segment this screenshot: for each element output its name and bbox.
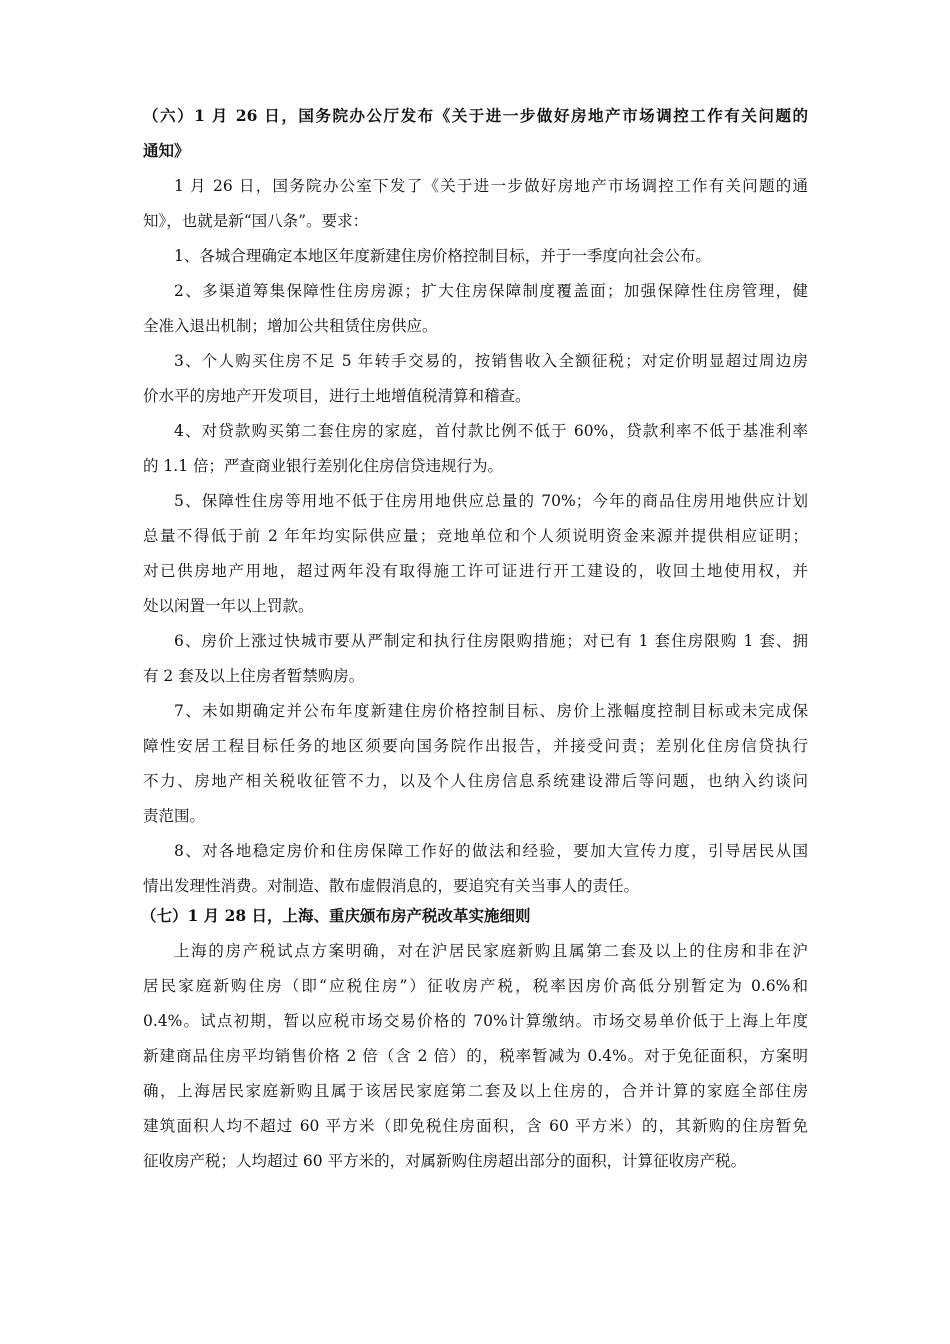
item-5-line-3: 对已供房地产用地，超过两年没有取得施工许可证进行开工建设的，收回土地使用权，并 — [143, 562, 808, 580]
item-8-line-1: 8、对各地稳定房价和住房保障工作好的做法和经验，要加大宣传力度，引导居民从国 — [174, 842, 808, 860]
item-2-line-2: 全准入退出机制；增加公共租赁住房供应。 — [143, 317, 438, 335]
item-1-line-1: 1、各城合理确定本地区年度新建住房价格控制目标，并于一季度向社会公布。 — [174, 247, 711, 265]
item-4-line-1: 4、对贷款购买第二套住房的家庭，首付款比例不低于 60%，贷款利率不低于基准利率 — [174, 422, 808, 440]
item-5-line-4: 处以闲置一年以上罚款。 — [143, 597, 314, 615]
section6-intro-line2: 知》，也就是新“国八条”。要求： — [143, 212, 369, 230]
section6-heading-line2: 通知》 — [143, 141, 190, 160]
section7-para-line-2: 居民家庭新购住房（即“应税住房”）征收房产税，税率因房价高低分别暂定为 0.6%和 — [143, 977, 808, 995]
section6-intro-line1: 1 月 26 日，国务院办公室下发了《关于进一步做好房地产市场调控工作有关问题的通 — [174, 177, 808, 195]
item-6-line-2: 有 2 套及以上住房者暂禁购房。 — [143, 667, 365, 685]
item-6-line-1: 6、房价上涨过快城市要从严制定和执行住房限购措施；对已有 1 套住房限购 1 套、拥 — [174, 632, 808, 650]
section6-heading-line1: （六）1 月 26 日，国务院办公厅发布《关于进一步做好房地产市场调控工作有关问题的 — [143, 106, 808, 125]
item-2-line-1: 2、多渠道筹集保障性住房房源；扩大住房保障制度覆盖面；加强保障性住房管理，健 — [174, 282, 808, 300]
section7-heading: （七）1 月 28 日，上海、重庆颁布房产税改革实施细则 — [141, 906, 531, 925]
item-5-line-1: 5、保障性住房等用地不低于住房用地供应总量的 70%；今年的商品住房用地供应计划 — [174, 492, 808, 510]
item-3-line-1: 3、个人购买住房不足 5 年转手交易的，按销售收入全额征税；对定价明显超过周边房 — [174, 352, 808, 370]
item-7-line-4: 责范围。 — [143, 807, 206, 825]
item-8-line-2: 情出发理性消费。对制造、散布虚假消息的，要追究有关当事人的责任。 — [143, 877, 640, 895]
section7-para-line-1: 上海的房产税试点方案明确，对在沪居民家庭新购且属第二套及以上的住房和非在沪 — [174, 942, 808, 960]
section7-para-line-6: 建筑面积人均不超过 60 平方米（即免税住房面积，含 60 平方米）的，其新购的住房暂免 — [143, 1117, 808, 1135]
section7-para-line-4: 新建商品住房平均销售价格 2 倍（含 2 倍）的，税率暂减为 0.4%。对于免征面积，方案明 — [143, 1047, 808, 1065]
item-5-line-2: 总量不得低于前 2 年年均实际供应量；竞地单位和个人须说明资金来源并提供相应证明； — [143, 527, 808, 545]
item-7-line-1: 7、未如期确定并公布年度新建住房价格控制目标、房价上涨幅度控制目标或未完成保 — [174, 702, 808, 720]
section7-para-line-5: 确，上海居民家庭新购且属于该居民家庭第二套及以上住房的，合并计算的家庭全部住房 — [143, 1082, 808, 1100]
item-3-line-2: 价水平的房地产开发项目，进行土地增值税清算和稽查。 — [143, 387, 531, 405]
section7-para-line-7: 征收房产税；人均超过 60 平方米的，对属新购住房超出部分的面积，计算征收房产税。 — [143, 1152, 747, 1170]
item-7-line-2: 障性安居工程目标任务的地区须要向国务院作出报告，并接受问责；差别化住房信贷执行 — [143, 737, 808, 755]
item-7-line-3: 不力、房地产相关税收征管不力，以及个人住房信息系统建设滞后等问题，也纳入约谈问 — [143, 772, 808, 790]
item-4-line-2: 的 1.1 倍；严查商业银行差别化住房信贷违规行为。 — [143, 457, 504, 475]
section7-para-line-3: 0.4%。试点初期，暂以应税市场交易价格的 70%计算缴纳。市场交易单价低于上海上年度 — [143, 1012, 808, 1030]
document-page — [143, 101, 808, 1176]
